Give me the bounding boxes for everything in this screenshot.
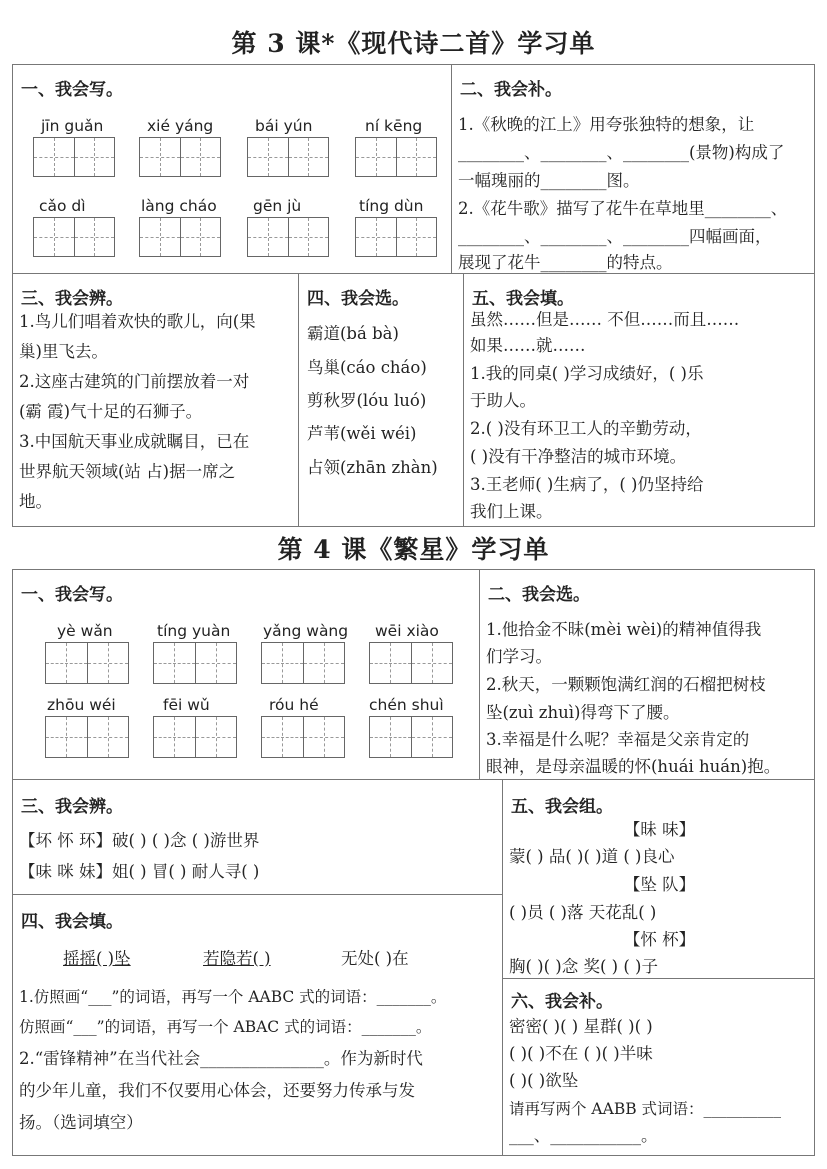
- text-line: ( )( )欲坠: [509, 1071, 579, 1090]
- text-line: (霸 霞)气十足的石狮子。: [19, 402, 203, 421]
- writing-grid[interactable]: [139, 217, 221, 257]
- text-line: 3.中国航天事业成就瞩目，已在: [19, 432, 250, 451]
- text-line: 2.《花牛歌》描写了花牛在草地里________、: [458, 199, 788, 218]
- lesson4-title: 第 4 课《繁星》学习单: [277, 535, 550, 564]
- writing-grid[interactable]: [369, 642, 453, 684]
- pinyin-label: xié yáng: [147, 117, 214, 135]
- text-line: 2.( )没有环卫工人的辛勤劳动，: [470, 419, 702, 438]
- text-line: 3.幸福是什么呢？幸福是父亲肯定的: [486, 730, 750, 749]
- text-line: 的少年儿童，我们不仅要用心体会，还要努力传承与发: [19, 1081, 415, 1100]
- writing-grid[interactable]: [355, 137, 437, 177]
- char-pair: 【怀 杯】: [623, 930, 696, 949]
- text-line: 1.他拾金不昧(mèi wèi)的精神值得我: [486, 620, 762, 639]
- section-heading: 三、我会辨。: [21, 797, 123, 817]
- pinyin-label: làng cháo: [141, 197, 217, 215]
- text-line: 仿照画“___”的词语，再写一个 ABAC 式的词语：_______。: [19, 1018, 432, 1036]
- pinyin-label: fēi wǔ: [163, 696, 210, 714]
- lesson4-write-box: [12, 569, 480, 780]
- text-line: 2.这座古建筑的门前摆放着一对: [19, 372, 250, 391]
- pinyin-label: yǎng wàng: [263, 622, 349, 640]
- pinyin-label: jīn guǎn: [41, 117, 104, 135]
- section-heading: 五、我会填。: [472, 289, 574, 309]
- text-line: 【味 咪 妹】姐( ) 冒( ) 耐人寻( ): [19, 862, 260, 881]
- pinyin-label: yè wǎn: [57, 622, 113, 640]
- pinyin-label: ní kēng: [365, 117, 423, 135]
- text-line: 展现了花牛________的特点。: [458, 253, 673, 272]
- text-line: 3.王老师( )生病了，( )仍坚持给: [470, 475, 704, 494]
- writing-grid[interactable]: [355, 217, 437, 257]
- writing-grid[interactable]: [261, 642, 345, 684]
- section-heading: 六、我会补。: [511, 992, 613, 1012]
- writing-grid[interactable]: [139, 137, 221, 177]
- writing-grid[interactable]: [33, 217, 115, 257]
- lesson3-choose-box: [298, 273, 464, 527]
- text-line: 请再写两个 AABB 式词语：__________: [509, 1100, 782, 1118]
- writing-grid[interactable]: [45, 716, 129, 758]
- section-heading: 一、我会写。: [21, 80, 123, 100]
- writing-grid[interactable]: [247, 217, 329, 257]
- writing-grid[interactable]: [153, 642, 237, 684]
- section-heading: 四、我会填。: [21, 912, 123, 932]
- writing-grid[interactable]: [369, 716, 453, 758]
- section-heading: 四、我会选。: [307, 289, 409, 309]
- writing-grid[interactable]: [153, 716, 237, 758]
- text-line: ________、________、________四幅画面，: [458, 227, 772, 246]
- text-line: 如果……就……: [470, 336, 586, 355]
- lesson3-distinguish-box: [12, 273, 299, 527]
- lesson4-supplement-box: [502, 978, 815, 1156]
- pinyin-label: wēi xiào: [375, 622, 439, 640]
- text-line: 2.秋天，一颗颗饱满红润的石榴把树枝: [486, 675, 766, 694]
- text-line: 1.我的同桌( )学习成绩好，( )乐: [470, 364, 704, 383]
- word-option: 摇摇( )坠: [63, 949, 131, 968]
- section-heading: 二、我会补。: [460, 80, 562, 100]
- text-line: 地。: [19, 492, 52, 511]
- text-line: ___、___________。: [509, 1126, 658, 1145]
- text-line: 巢)里飞去。: [19, 342, 108, 361]
- choice-item: 鸟巢(cáo cháo): [307, 358, 427, 377]
- text-line: 1.《秋晚的江上》用夸张独特的想象，让: [458, 115, 755, 134]
- text-line: ( )没有干净整洁的城市环境。: [470, 447, 687, 466]
- text-line: 蒙( ) 品( )( )道 ( )良心: [509, 847, 675, 866]
- text-line: 2.“雷锋精神”在当代社会_______________。作为新时代: [19, 1049, 423, 1068]
- text-line: 胸( )( )念 奖( ) ( )子: [509, 957, 658, 976]
- text-line: 1.鸟儿们唱着欢快的歌儿，向(果: [19, 312, 256, 331]
- text-line: 坠(zuì zhuì)得弯下了腰。: [486, 703, 680, 722]
- writing-grid[interactable]: [45, 642, 129, 684]
- choice-item: 剪秋罗(lóu luó): [307, 391, 427, 410]
- lesson3-title: 第 3 课*《现代诗二首》学习单: [231, 29, 596, 58]
- pinyin-label: tíng yuàn: [157, 622, 231, 640]
- lesson4-choose-box: [479, 569, 815, 780]
- text-line: 【坏 怀 环】破( ) ( )念 ( )游世界: [19, 831, 260, 850]
- text-line: 一幅瑰丽的________图。: [458, 171, 640, 190]
- text-line: 1.仿照画“___”的词语，再写一个 AABC 式的词语：_______。: [19, 988, 447, 1006]
- pinyin-label: zhōu wéi: [47, 696, 116, 714]
- pinyin-label: cǎo dì: [39, 197, 86, 215]
- text-line: 于助人。: [470, 391, 536, 410]
- writing-grid[interactable]: [247, 137, 329, 177]
- lesson3-fill-in-box: [451, 64, 815, 274]
- text-line: ( )( )不在 ( )( )半味: [509, 1044, 653, 1063]
- pinyin-label: chén shuì: [369, 696, 444, 714]
- word-option: 若隐若( ): [203, 949, 271, 968]
- section-heading: 一、我会写。: [21, 585, 123, 605]
- char-pair: 【昧 味】: [623, 820, 696, 839]
- word-option: 无处( )在: [341, 949, 409, 968]
- pinyin-label: tíng dùn: [359, 197, 424, 215]
- lesson3-fill-box: [463, 273, 815, 527]
- text-line: 虽然……但是…… 不但……而且……: [470, 310, 740, 329]
- text-line: 密密( )( ) 星群( )( ): [509, 1017, 653, 1036]
- lesson3-write-box: [12, 64, 452, 274]
- char-pair: 【坠 队】: [623, 875, 696, 894]
- choice-item: 霸道(bá bà): [307, 324, 399, 343]
- text-line: 眼神，是母亲温暖的怀(huái huán)抱。: [486, 757, 781, 776]
- lesson4-distinguish-box: [12, 779, 503, 895]
- section-heading: 五、我会组。: [511, 797, 613, 817]
- pinyin-label: róu hé: [269, 696, 319, 714]
- pinyin-label: bái yún: [255, 117, 313, 135]
- section-heading: 三、我会辨。: [21, 289, 123, 309]
- text-line: 扬。（选词填空）: [19, 1113, 143, 1132]
- choice-item: 占领(zhān zhàn): [307, 458, 438, 477]
- text-line: 世界航天领域(站 占)据一席之: [19, 462, 236, 481]
- pinyin-label: gēn jù: [253, 197, 302, 215]
- writing-grid[interactable]: [261, 716, 345, 758]
- lesson4-fill-box: [12, 894, 503, 1156]
- writing-grid[interactable]: [33, 137, 115, 177]
- text-line: ( )员 ( )落 天花乱( ): [509, 903, 657, 922]
- section-heading: 二、我会选。: [488, 585, 590, 605]
- text-line: 我们上课。: [470, 502, 553, 521]
- text-line: 们学习。: [486, 647, 552, 666]
- choice-item: 芦苇(wěi wéi): [307, 424, 417, 443]
- text-line: ________、________、________(景物)构成了: [458, 143, 785, 162]
- lesson4-group-box: [502, 779, 815, 979]
